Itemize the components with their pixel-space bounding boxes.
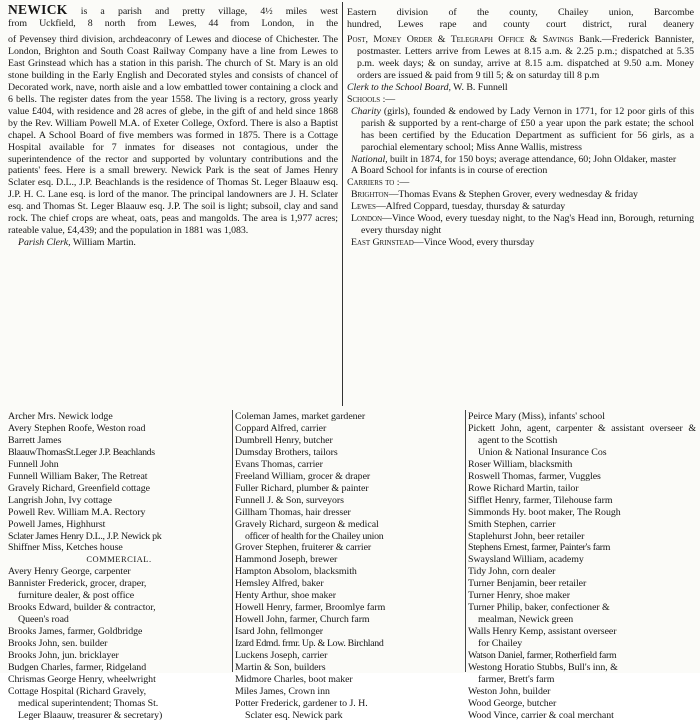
directory-entry: Howell John, farmer, Church farm bbox=[235, 614, 370, 626]
directory-entry: Brooks John, jun. bricklayer bbox=[8, 650, 119, 662]
directory-entry: Funnell John bbox=[8, 458, 59, 470]
directory-entry: Howell Henry, farmer, Broomlye farm bbox=[235, 602, 386, 614]
carrier-entry bbox=[347, 237, 694, 249]
school-board-clerk-name: W. B. Funnell bbox=[450, 81, 508, 93]
directory-entry: Sclater James Henry D.L., J.P. Newick pk bbox=[8, 530, 162, 542]
directory-entry: Coleman James, market gardener bbox=[235, 411, 366, 422]
intro-right bbox=[347, 4, 694, 31]
directory-entry: Swaysland William, academy bbox=[468, 554, 584, 566]
directory-entry: medical superintendent; Thomas St. bbox=[18, 697, 159, 709]
directory-entry: Brooks John, sen. builder bbox=[8, 638, 108, 650]
directory-entry: Union & National Insurance Cos bbox=[478, 446, 607, 458]
directory-entry: Gravely Richard, Greenfield cottage bbox=[8, 482, 150, 494]
carrier-entry bbox=[347, 201, 694, 213]
directory-divider bbox=[232, 410, 233, 672]
directory-entry: Miles James, Crown inn bbox=[235, 685, 330, 697]
carrier-place: London bbox=[351, 213, 383, 225]
directory-entry: Sifflet Henry, farmer, Tilehouse farm bbox=[468, 494, 613, 506]
directory-entry: Powell James, Highhurst bbox=[8, 518, 106, 530]
carrier-entry bbox=[347, 213, 694, 237]
carrier-place: Brighton bbox=[351, 189, 389, 201]
directory-entry: Cottage Hospital (Richard Gravely, bbox=[8, 685, 147, 697]
directory-entry: Izard Edmd. frmr. Up. & Low. Birchland bbox=[235, 638, 384, 650]
directory-entry: Avery Henry George, carpenter bbox=[8, 566, 131, 578]
info-column bbox=[347, 34, 694, 249]
directory-entry: Freeland William, grocer & draper bbox=[235, 470, 371, 482]
directory-entry: Barrett James bbox=[8, 434, 62, 446]
history-column bbox=[8, 34, 338, 249]
directory-entry: Dumbrell Henry, butcher bbox=[235, 434, 333, 446]
directory-entry: Hammond Joseph, brewer bbox=[235, 554, 338, 566]
place-name: NEWICK bbox=[8, 2, 68, 17]
directory-entry: Wood George, butcher bbox=[468, 697, 557, 709]
directory-entry: BlaauwThomasSt.Leger J.P. Beachlands bbox=[8, 446, 155, 458]
directory-column-3 bbox=[468, 411, 696, 722]
directory-entry: Gravely Richard, surgeon & medical bbox=[235, 518, 379, 530]
carrier-text: —Alfred Coppard, tuesday, thursday & saturday bbox=[375, 201, 566, 213]
directory-entry: Hampton Absolom, blacksmith bbox=[235, 566, 357, 578]
commercial-heading: COMMERCIAL. bbox=[86, 554, 152, 565]
directory-entry: Turner Henry, shoe maker bbox=[468, 590, 571, 602]
directory-entry: Budgen Charles, farmer, Ridgeland bbox=[8, 662, 147, 674]
column-divider bbox=[342, 2, 343, 406]
directory-entry: Langrish John, Ivy cottage bbox=[8, 494, 113, 506]
intro-line2: from Uckfield, 8 north from Lewes, 44 from London, in the bbox=[8, 17, 338, 29]
directory-entry: Shiffner Miss, Ketches house bbox=[8, 542, 123, 554]
directory-entry: Peirce Mary (Miss), infants' school bbox=[468, 411, 605, 422]
directory-entry: Funnell J. & Son, surveyors bbox=[235, 494, 344, 506]
directory-entry: Rowe Richard Martin, tailor bbox=[468, 482, 579, 494]
post-office-heading: Post, Money Order & Telegraph Office & Savings bbox=[347, 34, 574, 45]
directory-entry: Stephens Ernest, farmer, Painter's farm bbox=[468, 542, 611, 554]
directory-entry: Hemsley Alfred, baker bbox=[235, 578, 324, 590]
intro-line1: is a parish and pretty village, 4½ miles west bbox=[67, 6, 338, 17]
charity-school-text: (girls), founded & endowed by Lady Vernon in 1771, for 12 poor girls of this parish & supported by a rent-charge of £50 a year upon the park estate; the school has been certified by the Education Department as sufficient for 56 girls, as a parochial elementary school; Miss Anne Wallis, mistress bbox=[361, 105, 694, 153]
directory-entry: Martin & Son, builders bbox=[235, 662, 326, 674]
directory-column-2 bbox=[235, 411, 463, 722]
carrier-text: —Vince Wood, every tuesday night, to the Nag's Head inn, Borough, returning every thursday night bbox=[361, 213, 694, 237]
intro-left bbox=[8, 4, 338, 30]
directory-entry: Turner Philip, baker, confectioner & bbox=[468, 602, 610, 614]
directory-entry: Funnell William Baker, The Retreat bbox=[8, 470, 148, 482]
post-office-text: Bank.—Frederick Bannister, postmaster. Letters arrive from Lewes at 8.15 a.m. & 2.25 p.m.; dispatched at 5.35 p.m. week days; & on sunday, arrive at 8.15 a.m. dispatched at 9.50 a.m. Money orders are issued & paid from 9 till 5; & on saturday till 8 p.m bbox=[357, 34, 694, 81]
directory-entry: farmer, Brett's farm bbox=[478, 673, 555, 685]
carrier-entry bbox=[347, 189, 694, 201]
directory-entry: Simmonds Hy. boot maker, The Rough bbox=[468, 506, 621, 518]
directory-entry: furniture dealer, & post office bbox=[18, 590, 135, 602]
directory-entry: Queen's road bbox=[18, 614, 69, 626]
carriers-heading: Carriers to :— bbox=[347, 177, 410, 189]
directory-entry: Chrismas George Henry, wheelwright bbox=[8, 673, 156, 685]
directory-entry: Midmore Charles, boot maker bbox=[235, 673, 353, 685]
directory-entry: Avery Stephen Roofe, Weston road bbox=[8, 422, 146, 434]
directory-entry: Henty Arthur, shoe maker bbox=[235, 590, 336, 602]
directory-entry: Watson Daniel, farmer, Rotherfield farm bbox=[468, 650, 617, 662]
directory-entry: Luckens Joseph, carrier bbox=[235, 650, 328, 662]
directory-entry: Tidy John, corn dealer bbox=[468, 566, 556, 578]
directory-entry: Potter Frederick, gardener to J. H. bbox=[235, 697, 368, 709]
directory-entry: Roswell Thomas, farmer, Vuggles bbox=[468, 470, 601, 482]
directory-entry: officer of health for the Chailey union bbox=[245, 530, 384, 542]
directory-entry: Dumsday Brothers, tailors bbox=[235, 446, 338, 458]
parish-clerk-name: William Martin. bbox=[70, 237, 136, 249]
national-school-label: National, bbox=[351, 153, 388, 165]
schools-heading: Schools :— bbox=[347, 93, 396, 105]
directory-entry: Smith Stephen, carrier bbox=[468, 518, 556, 530]
directory-entry: Pickett John, agent, carpenter & assistant overseer & agent to the Scottish bbox=[468, 422, 696, 446]
directory-entry: Bannister Frederick, grocer, draper, bbox=[8, 578, 147, 590]
carrier-place: East Grinstead bbox=[351, 237, 414, 249]
directory-entry: Coppard Alfred, carrier bbox=[235, 422, 327, 434]
charity-school-label: Charity bbox=[351, 105, 381, 117]
directory-entry: for Chailey bbox=[478, 638, 523, 650]
directory-entry: Walls Henry Kemp, assistant overseer bbox=[468, 626, 617, 638]
school-board-clerk-label: Clerk to the School Board, bbox=[347, 81, 451, 93]
directory-entry: Sclater esq. Newick park bbox=[245, 709, 343, 721]
intro-right-line2: hundred, Lewes rape and county court district, rural deanery bbox=[347, 18, 694, 30]
directory-entry: Evans Thomas, carrier bbox=[235, 458, 323, 470]
national-school-text: built in 1874, for 150 boys; average attendance, 60; John Oldaker, master bbox=[387, 153, 677, 165]
directory-entry: Brooks James, farmer, Goldbridge bbox=[8, 626, 143, 638]
parish-clerk-label: Parish Clerk, bbox=[18, 237, 71, 249]
directory-entry: Powell Rev. William M.A. Rectory bbox=[8, 506, 146, 518]
directory-entry: Brooks Edward, builder & contractor, bbox=[8, 602, 156, 614]
directory-entry: mealman, Newick green bbox=[478, 614, 574, 626]
directory-entry: Westong Horatio Stubbs, Bull's inn, & bbox=[468, 662, 618, 674]
directory-column-1 bbox=[8, 411, 230, 722]
directory-entry: Isard John, fellmonger bbox=[235, 626, 324, 638]
carrier-text: —Vince Wood, every thursday bbox=[413, 237, 535, 249]
directory-divider bbox=[465, 410, 466, 672]
directory-entry: Staplehurst John, beer retailer bbox=[468, 530, 585, 542]
directory-entry: Fuller Richard, plumber & painter bbox=[235, 482, 369, 494]
directory-entry: Archer Mrs. Newick lodge bbox=[8, 411, 113, 422]
directory-entry: Gillham Thomas, hair dresser bbox=[235, 506, 351, 518]
carrier-place: Lewes bbox=[351, 201, 376, 213]
directory-entry: Wood Vince, carrier & coal merchant bbox=[468, 709, 614, 721]
board-school-text: A Board School for infants is in course of erection bbox=[351, 165, 548, 177]
directory-entry: Grover Stephen, fruiterer & carrier bbox=[235, 542, 372, 554]
directory-entry: Turner Benjamin, beer retailer bbox=[468, 578, 587, 590]
intro-right-line1: Eastern division of the county, Chailey union, Barcombe bbox=[347, 7, 694, 18]
directory-entry: Leger Blaauw, treasurer & secretary) bbox=[18, 709, 163, 721]
history-text: of Pevensey third division, archdeaconry of Lewes and diocese of Chichester. The London, Brighton and South Coast Railway Company have a line from Lewes to East Grinstead which has a station in this parish. The church of St. Mary is an old stone building in the Early English and Decorated styles and consists of chancel of Decorated work, nave, north aisle and a low embattled tower containing a clock and 6 bells. The register dates from the year 1558. The living is a rectory, gross yearly value £404, with residence and 28 acres of glebe, in the gift of and held since 1868 by the Rev. William Powell M.A. of Exeter College, Oxford. There is also a Baptist chapel. A School Board of five members was formed in 1875. There is a Cottage Hospital available for 7 inmates for diseases not contagious, under the superintendence of the rector and supported by voluntary contributions and the patients' fees. Here is a small brewery. Newick Park is the seat of James Henry Sclater esq. D.L., J.P. Beachlands is the residence of Thomas St. Leger Blaauw esq. J.P. H. C. Lane esq. is lord of the manor. The principal landowners are J. H. Sclater esq. and Thomas St. Leger Blaauw esq. J.P. The soil is light; subsoil, clay and sand rock. The chief crops are wheat, oats, peas and mangolds. The area is 1,977 acres; rateable value, £4,439; and the population in 1881 was 1,083. bbox=[8, 34, 338, 237]
carrier-text: —Thomas Evans & Stephen Grover, every wednesday & friday bbox=[388, 189, 638, 201]
directory-entry: Weston John, builder bbox=[468, 685, 551, 697]
directory-entry: Roser William, blacksmith bbox=[468, 458, 573, 470]
